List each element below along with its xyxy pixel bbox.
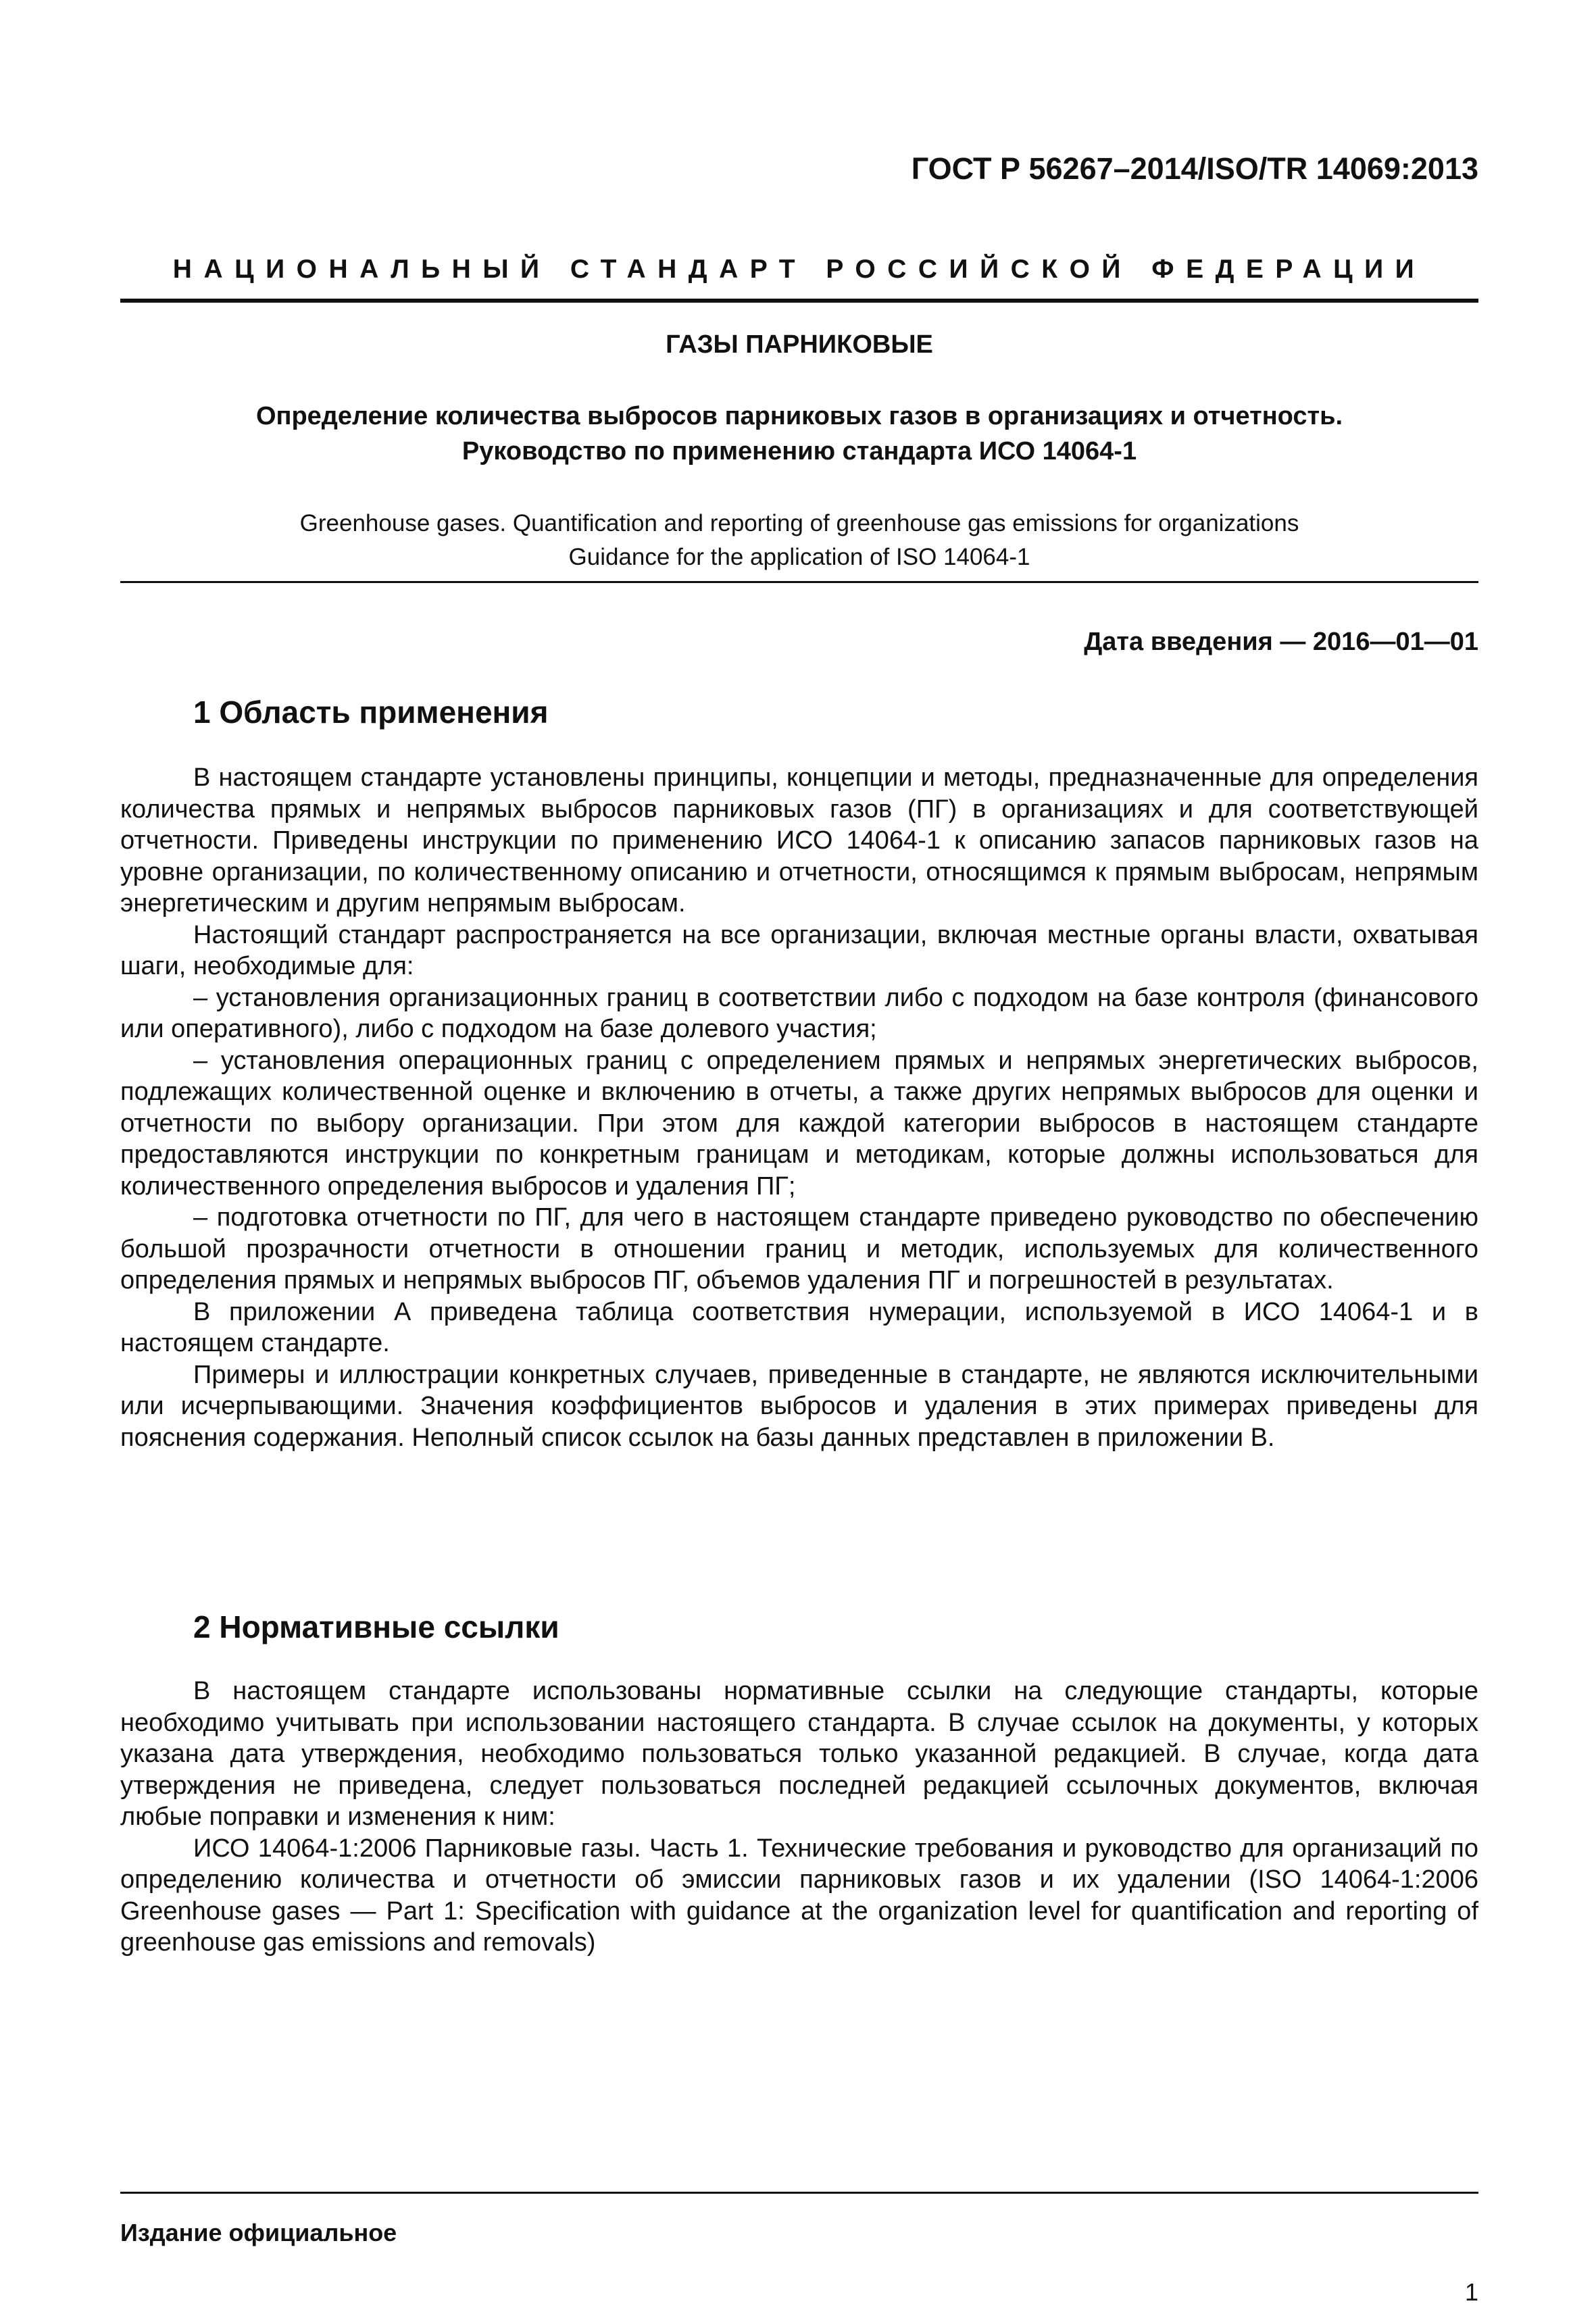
document-subtitle (120, 399, 1478, 469)
introduction-date: Дата введения — 2016—01—01 (1084, 628, 1478, 656)
subtitle-line: Определение количества выбросов парниковых газов в организациях и отчетность. (255, 402, 1343, 430)
document-page (120, 0, 1478, 2314)
english-title-line: Greenhouse gases. Quantification and reporting of greenhouse gas emissions for organizations (299, 510, 1299, 536)
paragraph: Настоящий стандарт распространяется на все организации, включая местные органы власти, охватывая шаги, необходимые для: (120, 920, 1478, 980)
reference-entry: ИСО 14064-1:2006 Парниковые газы. Часть 1. Технические требования и руководство для организаций по определению количества и отчетности об эмиссии парниковых газов и их удалении (ISO 14064-1:2006 Greenhouse gases — Part 1: Specification with guidance at the organization level for quantification and reporting of greenhouse gas emissions and removals) (120, 1834, 1478, 1957)
paragraph: Примеры и иллюстрации конкретных случаев, приведенные в стандарте, не являются исключительными или исчерпывающими. Значения коэффициентов выбросов и удаления в этих примерах приведены для пояснения содержания. Неполный список ссылок на базы данных представлен в приложении В. (120, 1360, 1478, 1452)
section-body-scope (120, 762, 1478, 1453)
document-title: ГАЗЫ ПАРНИКОВЫЕ (666, 330, 933, 359)
english-title-line: Guidance for the application of ISO 14064-1 (568, 544, 1030, 570)
section-body-normative-references (120, 1676, 1478, 1959)
english-title (120, 507, 1478, 574)
standard-number: ГОСТ Р 56267–2014/ISO/TR 14069:2013 (911, 151, 1478, 186)
paragraph: В приложении А приведена таблица соответствия нумерации, используемой в ИСО 14064-1 и в настоящем стандарте. (120, 1297, 1478, 1357)
list-item: – установления операционных границ с определением прямых и непрямых энергетических выбросов, подлежащих количественной оценке и включению в отчеты, а также других непрямых выбросов для оценки и отчетности по выбору организации. При этом для каждой категории выбросов в настоящем стандарте предоставляются инструкции по конкретным границам и методикам, которые должны использоваться для количественного определения выбросов и удаления ПГ; (120, 1046, 1478, 1201)
page-number: 1 (1464, 2278, 1478, 2306)
footer-divider (120, 2192, 1478, 2194)
subtitle-line: Руководство по применению стандарта ИСО 14064-1 (462, 437, 1137, 466)
section-heading-normative-references: 2 Нормативные ссылки (193, 1609, 559, 1644)
paragraph: В настоящем стандарте установлены принципы, концепции и методы, предназначенные для определения количества прямых и непрямых выбросов парниковых газов (ПГ) в организациях и для соответствующей отчетности. Приведены инструкции по применению ИСО 14064-1 к описанию запасов парниковых газов на уровне организации, по количественному описанию и отчетности, относящимся к прямым выбросам, непрямым энергетическим и другим непрямым выбросам. (120, 763, 1478, 917)
list-item: – подготовка отчетности по ПГ, для чего в настоящем стандарте приведено руководство по обеспечению большой прозрачности отчетности в отношении границ и методик, используемых для количественного определения прямых и непрямых выбросов ПГ, объемов удаления ПГ и погрешностей в результатах. (120, 1203, 1478, 1294)
national-standard-banner: НАЦИОНАЛЬНЫЙ СТАНДАРТ РОССИЙСКОЙ ФЕДЕРАЦИИ (172, 255, 1426, 284)
title-divider (120, 581, 1478, 583)
section-heading-scope: 1 Область применения (193, 695, 549, 730)
list-item: – установления организационных границ в соответствии либо с подходом на базе контроля (финансового или оперативного), либо с подходом на базе долевого участия; (120, 983, 1478, 1043)
header-divider (120, 299, 1478, 303)
official-edition-label: Издание официальное (120, 2219, 397, 2246)
paragraph: В настоящем стандарте использованы нормативные ссылки на следующие стандарты, которые необходимо учитывать при использовании настоящего стандарта. В случае ссылок на документы, у которых указана дата утверждения, необходимо пользоваться только указанной редакцией. В случае, когда дата утверждения не приведена, следует пользоваться последней редакцией ссылочных документов, включая любые поправки и изменения к ним: (120, 1677, 1478, 1831)
